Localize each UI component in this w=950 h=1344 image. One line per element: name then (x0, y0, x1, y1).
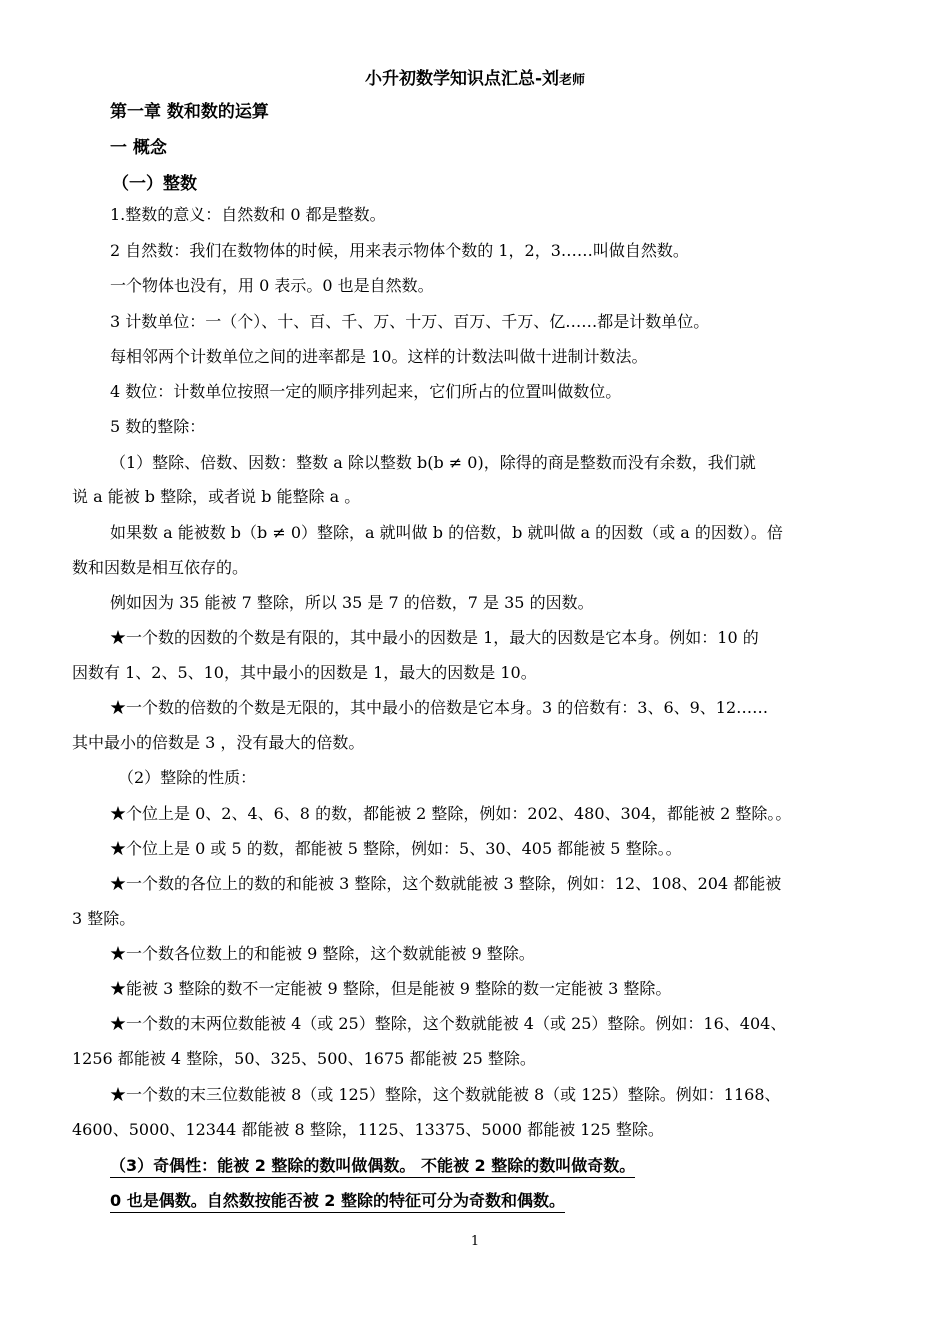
paragraph-line: 其中最小的倍数是 3 ，没有最大的倍数。 (72, 733, 365, 752)
paragraph-line: 3 整除。 (72, 909, 136, 928)
document-title (0, 64, 950, 89)
paragraph-line: 每相邻两个计数单位之间的进率都是 10。这样的计数法叫做十进制计数法。 (110, 347, 648, 366)
paragraph-line: 1256 都能被 4 整除，50、325、500、1675 都能被 25 整除。 (72, 1049, 536, 1068)
subsection-heading: （一）整数 (112, 174, 197, 194)
parity-definition: （3）奇偶性：能被 2 整除的数叫做偶数。 不能被 2 整除的数叫做奇数。 (110, 1156, 635, 1178)
paragraph-line: 5 数的整除： (110, 417, 206, 436)
paragraph-line: 例如因为 35 能被 7 整除，所以 35 是 7 的倍数，7 是 35 的因数。 (110, 593, 594, 612)
paragraph-line: ★一个数的倍数的个数是无限的，其中最小的倍数是它本身。3 的倍数有：3、6、9、12…… (110, 698, 769, 717)
bold-underlined-line (110, 1148, 930, 1184)
paragraph-line: （1）整除、倍数、因数：整数 a 除以整数 b(b ≠ 0)，除得的商是整数而没有余数，我们就 (110, 453, 756, 472)
title-suffix: 老师 (559, 73, 586, 88)
paragraph-line: ★一个数的末三位数能被 8（或 125）整除，这个数就能被 8（或 125）整除。例如：1168、 (110, 1085, 781, 1104)
paragraph-line: ★一个数的各位上的数的和能被 3 整除，这个数就能被 3 整除，例如：12、108、204 都能被 (110, 874, 782, 893)
paragraph-line: ★一个数的因数的个数是有限的，其中最小的因数是 1，最大的因数是它本身。例如：10 的 (110, 628, 759, 647)
paragraph-line: 说 a 能被 b 整除，或者说 b 能整除 a 。 (72, 487, 361, 506)
paragraph-line: 4 数位：计数单位按照一定的顺序排列起来，它们所占的位置叫做数位。 (110, 382, 622, 401)
paragraph-line: ★能被 3 整除的数不一定能被 9 整除，但是能被 9 整除的数一定能被 3 整除。 (110, 979, 672, 998)
parity-note: 0 也是偶数。自然数按能否被 2 整除的特征可分为奇数和偶数。 (110, 1191, 565, 1213)
paragraph-line: 数和因数是相互依存的。 (72, 558, 249, 577)
paragraph-line: 2 自然数：我们在数物体的时候，用来表示物体个数的 1，2，3……叫做自然数。 (110, 241, 689, 260)
paragraph-line: 3 计数单位：一（个）、十、百、千、万、十万、百万、千万、亿……都是计数单位。 (110, 312, 710, 331)
paragraph-line: 4600、5000、12344 都能被 8 整除，1125、13375、5000 都能被 125 整除。 (72, 1120, 664, 1139)
paragraph-line: 一个物体也没有，用 0 表示。0 也是自然数。 (110, 276, 434, 295)
section-heading: 一 概念 (110, 138, 167, 158)
paragraph-line: 如果数 a 能被数 b（b ≠ 0）整除，a 就叫做 b 的倍数，b 就叫做 a 的因数（或 a 的因数）。倍 (110, 523, 783, 542)
paragraph-line: ★一个数的末两位数能被 4（或 25）整除，这个数就能被 4（或 25）整除。例如：16、404、 (110, 1014, 787, 1033)
paragraph-line: ★个位上是 0 或 5 的数，都能被 5 整除，例如：5、30、405 都能被 5 整除。。 (110, 839, 682, 858)
bold-underlined-line (110, 1183, 930, 1219)
title-main: 小升初数学知识点汇总-刘 (364, 69, 560, 89)
page-number: 1 (470, 1234, 480, 1249)
paragraph-line: 因数有 1、2、5、10，其中最小的因数是 1，最大的因数是 10。 (72, 663, 537, 682)
paragraph-line: 1.整数的意义：自然数和 0 都是整数。 (110, 205, 386, 224)
paragraph-line: ★个位上是 0、2、4、6、8 的数，都能被 2 整除，例如：202、480、304，都能被 2 整除。。 (110, 804, 792, 823)
paragraph-line: ★一个数各位数上的和能被 9 整除，这个数就能被 9 整除。 (110, 944, 535, 963)
paragraph-line: （2）整除的性质： (118, 768, 257, 787)
chapter-heading: 第一章 数和数的运算 (110, 102, 269, 122)
